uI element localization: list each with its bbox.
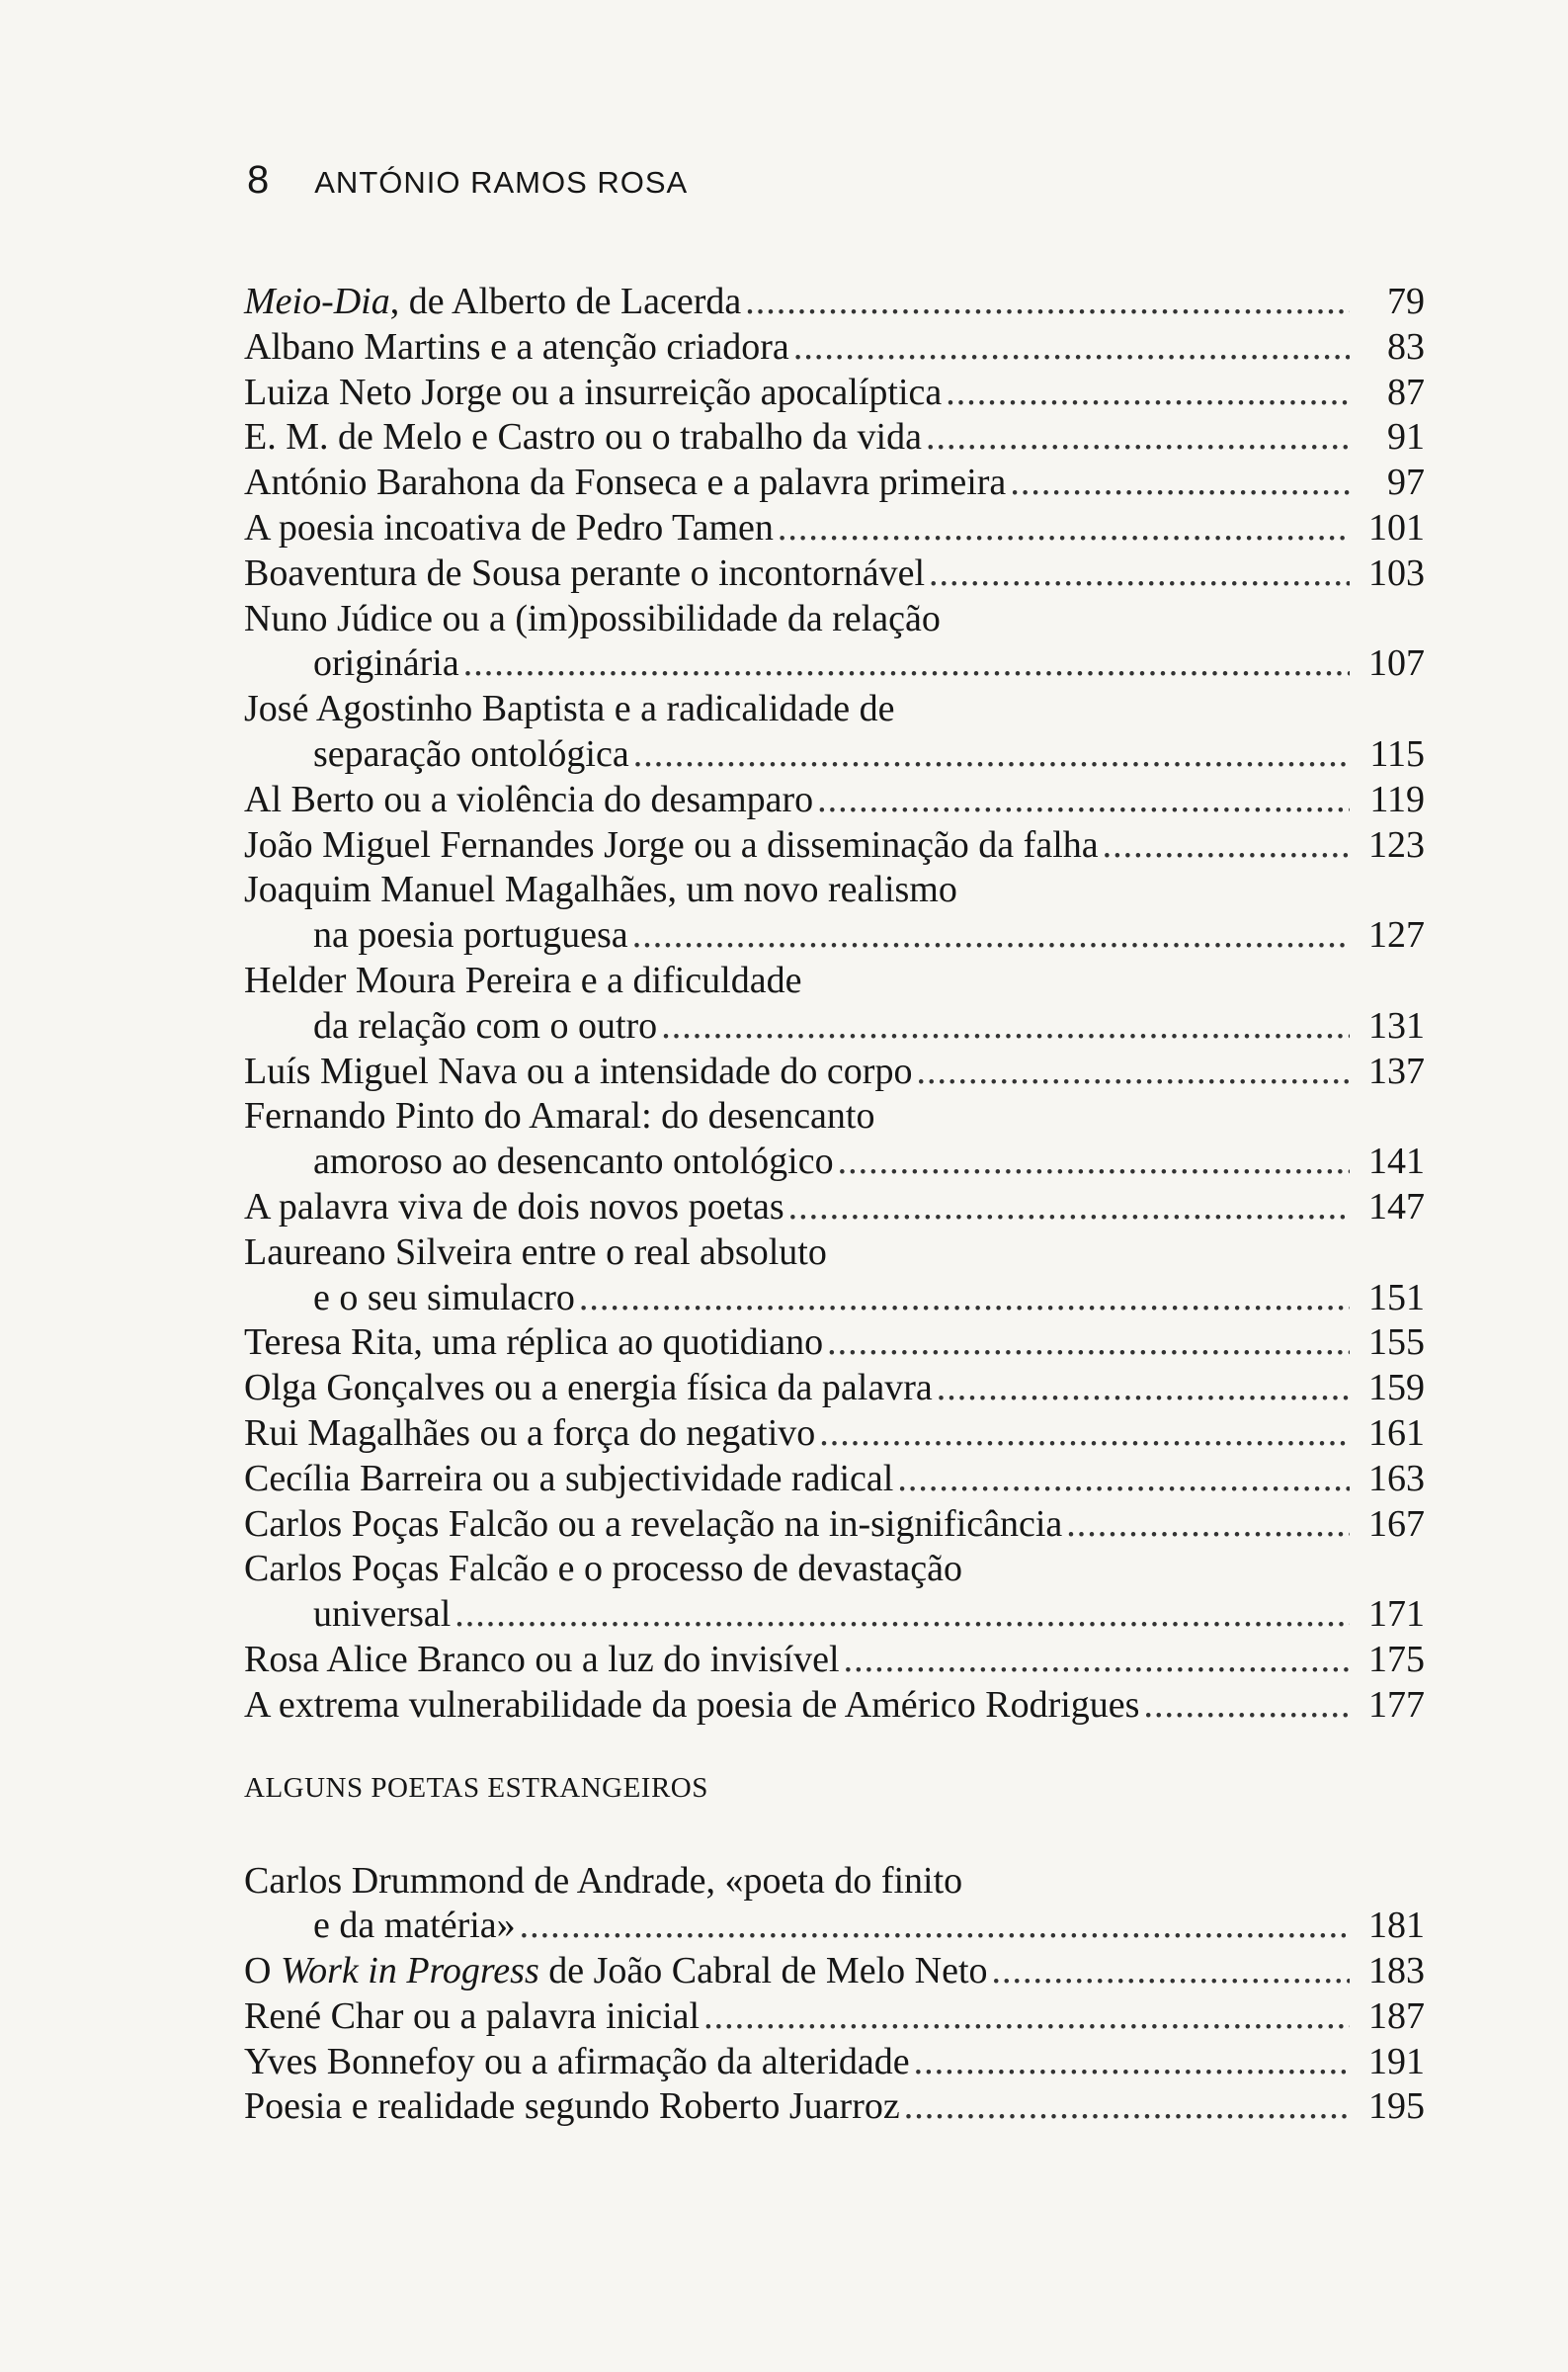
toc-entry-line [244, 461, 1425, 506]
dot-leader [914, 2040, 1350, 2085]
toc-entry [244, 1859, 1425, 1950]
toc-entry-page: 161 [1368, 1411, 1425, 1454]
toc-entry-title-continuation: na poesia portuguesa [313, 914, 628, 957]
toc-entry-page: 155 [1368, 1321, 1425, 1364]
toc-entry-title: António Barahona da Fonseca e a palavra primeira [244, 462, 1007, 504]
toc-entry-title: Boaventura de Sousa perante o incontornável [244, 551, 926, 594]
toc-entry-title: Poesia e realidade segundo Roberto Juarroz [244, 2085, 900, 2128]
toc-entry-line [244, 1411, 1425, 1457]
toc-entry [244, 823, 1425, 869]
page-number: 8 [247, 158, 270, 202]
toc-entry-line [244, 506, 1425, 551]
toc-entry-page: 181 [1368, 1905, 1425, 1947]
toc-entry-page: 159 [1368, 1367, 1425, 1409]
toc-entry-title: Albano Martins e a atenção criadora [244, 325, 789, 368]
dot-leader [819, 1411, 1350, 1457]
toc-entry-page: 187 [1368, 1994, 1425, 2037]
toc-entry [244, 1050, 1425, 1095]
dot-leader [844, 1638, 1350, 1683]
dot-leader [817, 778, 1350, 823]
toc-entry-line [244, 371, 1425, 416]
toc-entry-page: 107 [1368, 642, 1425, 685]
toc-entry [244, 2040, 1425, 2085]
toc-entry-line [244, 280, 1425, 325]
dot-leader [520, 1904, 1350, 1949]
toc-entry-title: Teresa Rita, uma réplica ao quotidiano [244, 1321, 824, 1364]
toc-entry [244, 371, 1425, 416]
toc-entry-line [244, 732, 1425, 778]
toc-entry-page: 83 [1387, 325, 1425, 368]
toc-entry-line [244, 1320, 1425, 1366]
toc-entry [244, 1994, 1425, 2040]
toc-entry-page: 87 [1387, 371, 1425, 413]
toc-entry-title: Carlos Drummond de Andrade, «poeta do finito [244, 1859, 963, 1902]
toc-entry [244, 1502, 1425, 1548]
toc-entry-line [244, 913, 1425, 959]
toc-entry-page: 147 [1368, 1185, 1425, 1228]
dot-leader [926, 415, 1350, 461]
toc-entry-line [244, 551, 1425, 597]
toc-entry-title: Luiza Neto Jorge ou a insurreição apocalíptica [244, 371, 943, 413]
dot-leader [778, 506, 1350, 551]
dot-leader [827, 1320, 1350, 1366]
toc-entry-title: Nuno Júdice ou a (im)possibilidade da relação [244, 597, 941, 639]
toc-entry-page: 177 [1368, 1683, 1425, 1726]
toc-entry [244, 506, 1425, 551]
toc-entry-page: 167 [1368, 1502, 1425, 1545]
dot-leader [897, 1457, 1350, 1502]
toc-entry [244, 325, 1425, 371]
toc-entry-title: Fernando Pinto do Amaral: do desencanto [244, 1095, 875, 1138]
toc-entry-title-continuation: e da matéria» [313, 1905, 516, 1947]
toc-entry-line [244, 1949, 1425, 1994]
dot-leader [703, 1994, 1350, 2040]
toc-entry-title-continuation: universal [313, 1593, 452, 1636]
toc-entry-page: 103 [1368, 551, 1425, 594]
toc-entry-title-continuation: da relação com o outro [313, 1004, 658, 1047]
toc-entry-title: Carlos Poças Falcão e o processo de devastação [244, 1548, 963, 1590]
toc-entry-page: 115 [1369, 732, 1425, 775]
toc-entry [244, 959, 1425, 1050]
toc-entry-line [244, 1502, 1425, 1548]
toc-entry-line [244, 778, 1425, 823]
toc-entry-title-continuation: separação ontológica [313, 732, 629, 775]
toc-entry-title: Rui Magalhães ou a força do negativo [244, 1411, 816, 1454]
dot-leader [661, 1004, 1350, 1050]
toc-entry-title: E. M. de Melo e Castro ou o trabalho da vida [244, 416, 922, 459]
toc-entry-page: 127 [1368, 914, 1425, 957]
toc-entry-page: 97 [1387, 462, 1425, 504]
toc-entry-title: José Agostinho Baptista e a radicalidade de [244, 688, 895, 730]
toc-entry-line [244, 1004, 1425, 1050]
toc-entry-page: 131 [1368, 1004, 1425, 1047]
toc-entry-title: A extrema vulnerabilidade da poesia de Américo Rodrigues [244, 1683, 1140, 1726]
toc-entry-page: 137 [1368, 1050, 1425, 1092]
toc-entry-page: 195 [1368, 2085, 1425, 2128]
dot-leader [793, 325, 1350, 371]
toc-entry-title-rest: de João Cabral de Melo Neto [538, 1950, 988, 1992]
toc-entry [244, 778, 1425, 823]
toc-entry [244, 1457, 1425, 1502]
toc-entry-line [244, 1050, 1425, 1095]
toc-entry-line [244, 1276, 1425, 1321]
toc-entry-title: Joaquim Manuel Magalhães, um novo realismo [244, 869, 957, 911]
toc-entry-title [244, 1949, 988, 1994]
toc-entry-page: 141 [1368, 1141, 1425, 1183]
toc-entry-line [244, 1185, 1425, 1230]
toc-entry-page: 79 [1387, 281, 1425, 322]
dot-leader [838, 1140, 1350, 1185]
toc-entry-line [244, 325, 1425, 371]
dot-leader [904, 2084, 1350, 2130]
dot-leader [632, 913, 1350, 959]
toc-entry-line [244, 2040, 1425, 2085]
dot-leader [1103, 823, 1350, 869]
toc-entry-line [244, 415, 1425, 461]
toc-entry-title: Al Berto ou a violência do desamparo [244, 778, 814, 820]
toc-entry-title: Laureano Silveira entre o real absoluto [244, 1230, 827, 1273]
toc-entry-title: Yves Bonnefoy ou a afirmação da alteridade [244, 2040, 910, 2082]
toc-entry [244, 461, 1425, 506]
toc-entry-page: 175 [1368, 1638, 1425, 1680]
toc-entry-title-continuation: amoroso ao desencanto ontológico [313, 1141, 834, 1183]
toc-entry [244, 1320, 1425, 1366]
toc-entry-title-continuation: e o seu simulacro [313, 1276, 575, 1318]
toc-entry-page: 171 [1368, 1593, 1425, 1636]
dot-leader [1143, 1683, 1350, 1729]
toc-entry [244, 1949, 1425, 1994]
toc-entry-line [244, 1994, 1425, 2040]
toc-entry-title: Cecília Barreira ou a subjectividade radical [244, 1457, 894, 1499]
toc-entry-title: Rosa Alice Branco ou a luz do invisível [244, 1638, 840, 1680]
toc-entry-line [244, 823, 1425, 869]
toc-entry-line [244, 1140, 1425, 1185]
toc-entry-title: João Miguel Fernandes Jorge ou a disseminação da falha [244, 823, 1099, 866]
page-header [247, 158, 688, 217]
toc-entry-title: Helder Moura Pereira e a dificuldade [244, 959, 802, 1001]
dot-leader [929, 551, 1350, 597]
toc-entry-line [244, 1457, 1425, 1502]
toc-entry-title-pre: O [244, 1950, 281, 1992]
toc-entry-title: Luís Miguel Nava ou a intensidade do corpo [244, 1050, 913, 1092]
toc-entry-line [244, 2084, 1425, 2130]
toc-entry-title [244, 280, 741, 325]
toc-entry [244, 687, 1425, 778]
dot-leader [579, 1276, 1350, 1321]
dot-leader [992, 1949, 1350, 1994]
dot-leader [454, 1592, 1350, 1638]
toc-entry [244, 868, 1425, 959]
toc-entry-title: René Char ou a palavra inicial [244, 1994, 701, 2037]
table-of-contents [244, 280, 1425, 2130]
toc-entry-line [244, 1366, 1425, 1411]
toc-entry-page: 151 [1368, 1276, 1425, 1318]
toc-entry [244, 2084, 1425, 2130]
toc-entry [244, 1185, 1425, 1230]
toc-entry [244, 415, 1425, 461]
toc-entry-title: Carlos Poças Falcão ou a revelação na in-significância [244, 1502, 1063, 1545]
toc-entry [244, 1683, 1425, 1729]
toc-entry-title-italic: Meio-Dia [244, 281, 390, 322]
toc-entry [244, 551, 1425, 597]
toc-entry-line [244, 1904, 1425, 1949]
toc-entry [244, 280, 1425, 325]
dot-leader [633, 732, 1350, 778]
toc-entry-page: 163 [1368, 1457, 1425, 1499]
dot-leader [1010, 461, 1350, 506]
toc-entry [244, 1230, 1425, 1321]
toc-entry-line [244, 1638, 1425, 1683]
toc-entry [244, 597, 1425, 688]
toc-entry-page: 123 [1368, 823, 1425, 866]
toc-entry-page: 119 [1369, 778, 1425, 820]
toc-entry-line [244, 641, 1425, 687]
toc-entry-title: A palavra viva de dois novos poetas [244, 1185, 784, 1228]
toc-entry-title-continuation: originária [313, 642, 459, 685]
toc-entry-page: 91 [1387, 416, 1425, 459]
toc-entry-title-italic: Work in Progress [280, 1950, 539, 1992]
toc-entry [244, 1638, 1425, 1683]
dot-leader [937, 1366, 1350, 1411]
toc-entry-title: A poesia incoativa de Pedro Tamen [244, 506, 774, 549]
toc-entry-page: 183 [1368, 1950, 1425, 1992]
toc-entry-page: 101 [1368, 506, 1425, 549]
dot-leader [916, 1050, 1350, 1095]
toc-entry-page: 191 [1368, 2040, 1425, 2082]
dot-leader [1066, 1502, 1350, 1548]
toc-entry [244, 1094, 1425, 1185]
toc-entry [244, 1366, 1425, 1411]
toc-entry [244, 1411, 1425, 1457]
dot-leader [463, 641, 1350, 687]
running-head: ANTÓNIO RAMOS ROSA [314, 165, 689, 200]
dot-leader [745, 280, 1350, 325]
dot-leader [946, 371, 1350, 416]
toc-entry-line [244, 1592, 1425, 1638]
toc-entry-title: Olga Gonçalves ou a energia física da palavra [244, 1367, 933, 1409]
dot-leader [788, 1185, 1350, 1230]
toc-entry [244, 1547, 1425, 1638]
toc-entry-title-rest: , de Alberto de Lacerda [389, 281, 742, 322]
toc-entry-line [244, 1683, 1425, 1729]
section-heading: ALGUNS POETAS ESTRANGEIROS [244, 1771, 708, 1804]
